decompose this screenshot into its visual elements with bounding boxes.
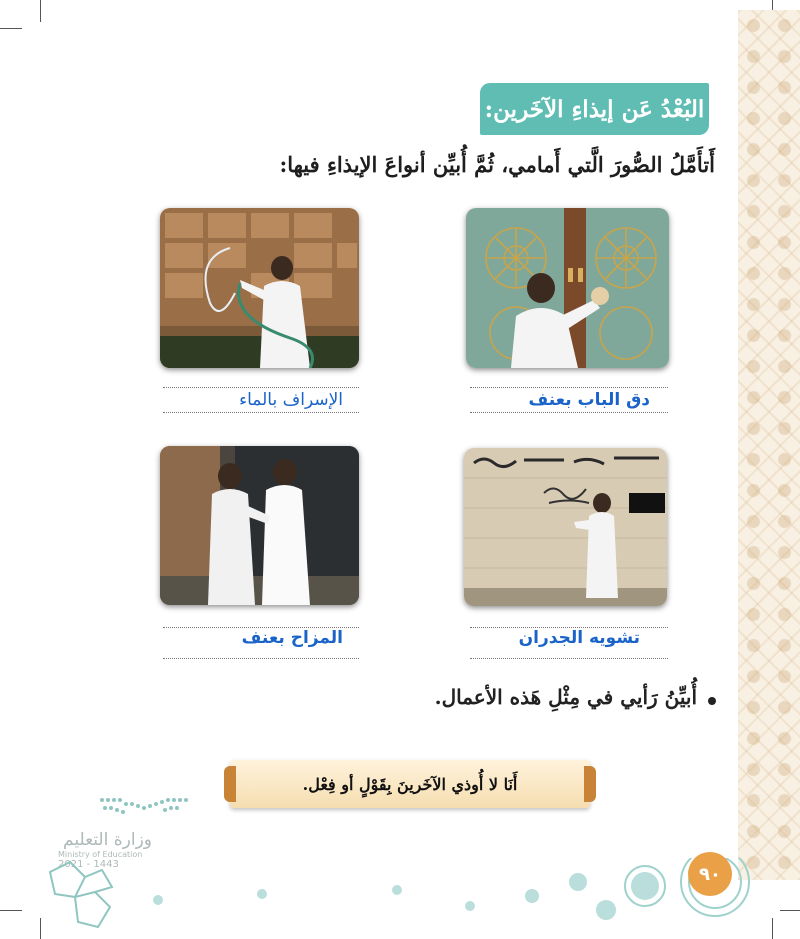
answer-line	[163, 412, 359, 413]
photo-wall-graffiti	[464, 448, 667, 606]
ministry-arabic: وزارة التعليم	[63, 830, 152, 850]
caption-rough-play: المزاح بعنف	[241, 628, 343, 648]
opinion-prompt: أُبيِّنُ رَأيي في مِثْلِ هَذه الأعمال.	[434, 685, 697, 709]
section-title: البُعْدُ عَن إيذاءِ الآخَرين:	[480, 83, 709, 135]
ministry-logo-dots-icon	[96, 792, 192, 822]
ministry-english: Ministry of Education	[58, 850, 143, 859]
decorative-pattern-strip	[738, 10, 800, 880]
caption-water-waste: الإسراف بالماء	[239, 390, 343, 410]
crop-mark	[780, 910, 800, 911]
answer-line	[470, 658, 668, 659]
answer-line	[470, 387, 668, 388]
answer-line	[163, 387, 359, 388]
rough-play-illustration	[160, 446, 359, 605]
water-waste-illustration	[160, 208, 359, 368]
rosette-decoration-icon	[150, 858, 750, 928]
answer-line	[163, 658, 359, 659]
wall-graffiti-illustration	[464, 448, 667, 606]
page-number-badge: ٩٠	[688, 852, 732, 896]
answer-line	[470, 412, 668, 413]
geometric-ornament-icon	[40, 852, 120, 932]
value-banner: أَنَا لا أُوذي الآخَرينَ بِقَوْلٍ أو فِعْل.	[230, 760, 590, 808]
door-knock-illustration	[466, 208, 669, 368]
ministry-year: 2021 - 1443	[58, 859, 119, 870]
crop-mark	[0, 28, 22, 29]
photo-rough-play	[160, 446, 359, 605]
crop-mark	[0, 910, 22, 911]
caption-door-knock: دق الباب بعنف	[528, 390, 650, 410]
bullet-icon	[708, 697, 716, 705]
photo-water-waste	[160, 208, 359, 368]
caption-wall-graffiti: تشويه الجدران	[518, 628, 640, 648]
crop-mark	[40, 0, 41, 22]
photo-door-knock	[466, 208, 669, 368]
crop-mark	[772, 918, 773, 939]
instruction-text: أَتأَمَّلُ الصُّورَ الَّتي أَمامي، ثُمَّ أُبيِّن أنواعَ الإيذاءِ فيها:	[279, 152, 715, 177]
